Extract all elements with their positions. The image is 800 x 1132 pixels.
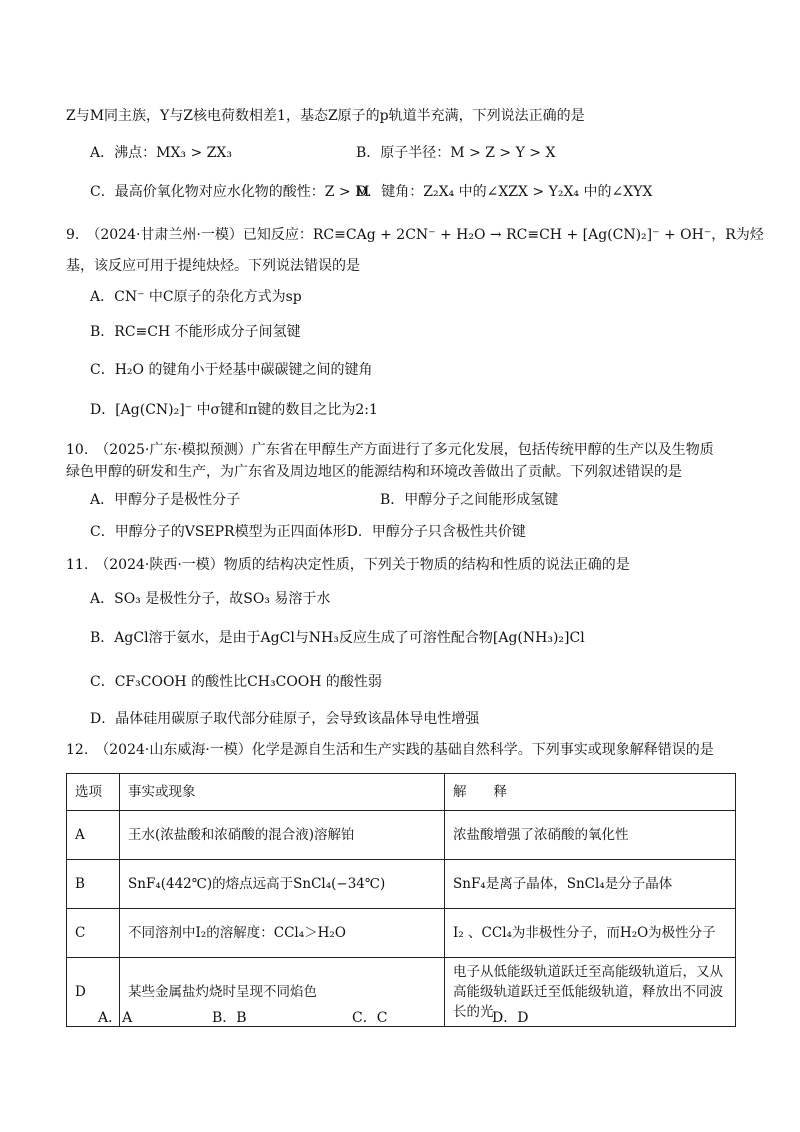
q8-option-d: D．键角：Z₂X₄ 中的∠XZX > Y₂X₄ 中的∠XYX <box>356 184 653 200</box>
q9-stem-line2: 基，该反应可用于提纯炔烃。下列说法错误的是 <box>66 258 360 274</box>
row-b-explanation: SnF₄是离子晶体，SnCl₄是分子晶体 <box>445 860 736 909</box>
q8-stem: Z与M同主族，Y与Z核电荷数相差1，基态Z原子的p轨道半充满，下列说法正确的是 <box>66 108 585 124</box>
table-row <box>67 811 736 860</box>
q9-option-d: D．[Ag(CN)₂]⁻ 中σ键和π键的数目之比为2:1 <box>90 402 378 418</box>
q10-stem-line1: 10. （2025·广东·模拟预测）广东省在甲醇生产方面进行了多元化发展，包括传统甲醇的生产以及生物质 <box>66 442 714 458</box>
q11-stem: 11. （2024·陕西·一模）物质的结构决定性质，下列关于物质的结构和性质的说法正确的是 <box>66 557 630 573</box>
q12-answer-b: B．B <box>212 1010 247 1026</box>
q8-option-a: A．沸点：MX₃ > ZX₃ <box>90 145 232 161</box>
row-c-option: C <box>67 909 120 958</box>
table-row <box>67 860 736 909</box>
q11-option-b: B．AgCl溶于氨水，是由于AgCl与NH₃反应生成了可溶性配合物[Ag(NH₃)₂]Cl <box>90 630 585 646</box>
row-b-fact: SnF₄(442℃)的熔点远高于SnCl₄(−34℃) <box>120 860 445 909</box>
q11-option-d: D．晶体硅用碳原子取代部分硅原子，会导致该晶体导电性增强 <box>90 711 480 727</box>
row-d-option: D <box>67 958 120 1027</box>
q10-option-a: A．甲醇分子是极性分子 <box>90 492 241 508</box>
row-d-fact: 某些金属盐灼烧时呈现不同焰色 <box>120 958 445 1027</box>
table-row <box>67 958 736 1027</box>
header-option: 选项 <box>67 774 120 811</box>
row-c-fact: 不同溶剂中I₂的溶解度：CCl₄＞H₂O <box>120 909 445 958</box>
q8-option-b: B．原子半径：M > Z > Y > X <box>356 145 556 161</box>
q10-option-b: B．甲醇分子之间能形成氢键 <box>380 492 559 508</box>
q8-option-c: C．最高价氧化物对应水化物的酸性：Z > M <box>90 184 370 200</box>
row-a-fact: 王水(浓盐酸和浓硝酸的混合液)溶解铂 <box>120 811 445 860</box>
q11-option-a: A．SO₃ 是极性分子，故SO₃ 易溶于水 <box>90 591 331 607</box>
header-explanation: 解 释 <box>445 774 736 811</box>
row-b-option: B <box>67 860 120 909</box>
q9-option-b: B．RC≡CH 不能形成分子间氢键 <box>90 324 301 340</box>
q10-stem-line2: 绿色甲醇的研发和生产，为广东省及周边地区的能源结构和环境改善做出了贡献。下列叙述错误的是 <box>66 464 682 480</box>
row-a-option: A <box>67 811 120 860</box>
q9-stem-line1: 9. （2024·甘肃兰州·一模）已知反应：RC≡CAg + 2CN⁻ + H₂O → RC≡CH + [Ag(CN)₂]⁻ + OH⁻，R为烃 <box>66 227 764 243</box>
header-fact: 事实或现象 <box>120 774 445 811</box>
q12-stem: 12. （2024·山东威海·一模）化学是源自生活和生产实践的基础自然科学。下列事实或现象解释错误的是 <box>66 742 714 758</box>
q12-answer-a: A．A <box>98 1010 133 1026</box>
table-row <box>67 909 736 958</box>
row-d-explanation: 电子从低能级轨道跃迁至高能级轨道后，又从高能级轨道跃迁至低能级轨道，释放出不同波长的光 <box>445 958 736 1027</box>
q10-option-cd: C．甲醇分子的VSEPR模型为正四面体形D．甲醇分子只含极性共价键 <box>90 524 526 540</box>
q9-option-c: C．H₂O 的键角小于烃基中碳碳键之间的键角 <box>90 362 373 378</box>
row-a-explanation: 浓盐酸增强了浓硝酸的氧化性 <box>445 811 736 860</box>
q12-table <box>66 773 736 1027</box>
q12-answer-d: D．D <box>492 1010 529 1026</box>
row-c-explanation: I₂ 、CCl₄为非极性分子，而H₂O为极性分子 <box>445 909 736 958</box>
table-header-row <box>67 774 736 811</box>
q11-option-c: C．CF₃COOH 的酸性比CH₃COOH 的酸性弱 <box>90 674 382 690</box>
q9-option-a: A．CN⁻ 中C原子的杂化方式为sp <box>90 289 302 305</box>
q12-answer-c: C．C <box>352 1010 388 1026</box>
